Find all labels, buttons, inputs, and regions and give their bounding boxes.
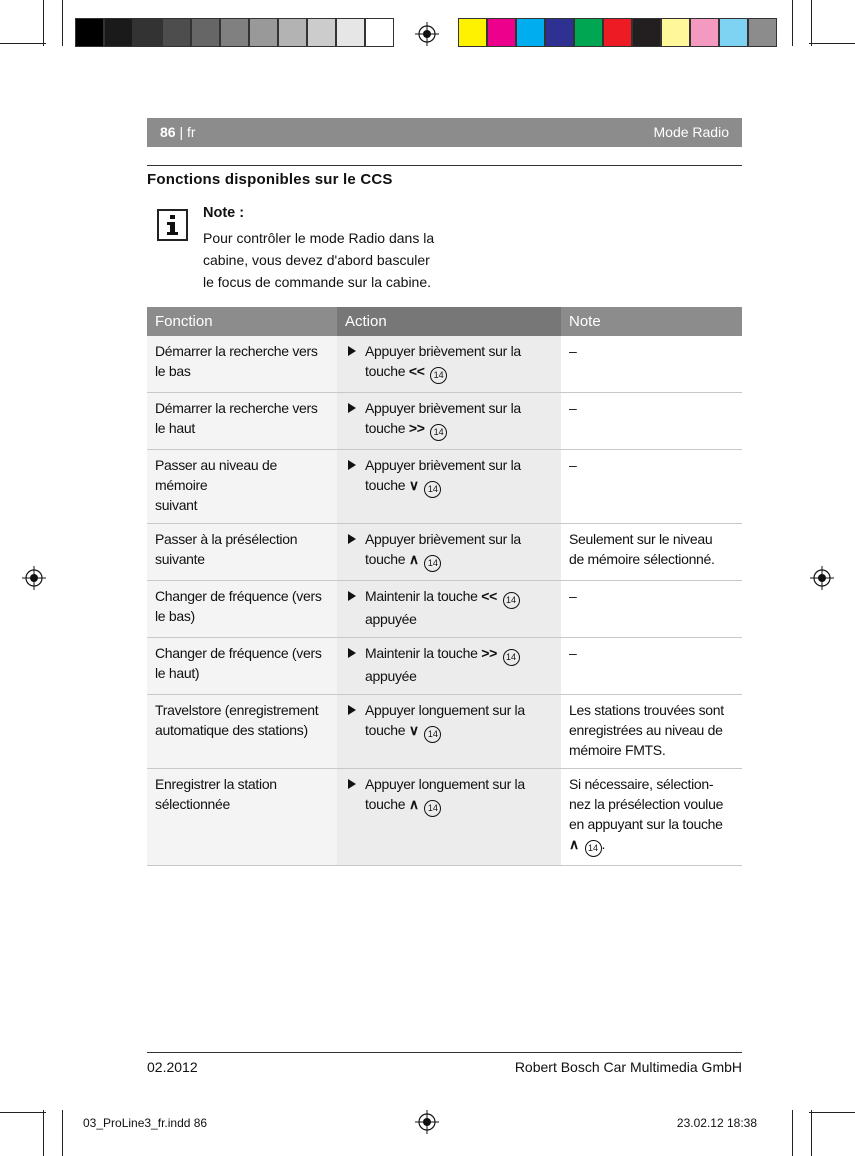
- page-header: [147, 118, 742, 147]
- function-line: le haut): [155, 665, 200, 681]
- function-cell: [147, 393, 337, 450]
- function-line: Passer au niveau de mémoire: [155, 457, 277, 493]
- function-cell: [147, 336, 337, 393]
- action-key-line: Maintenir la touche >> 14: [365, 643, 553, 666]
- action-line: appuyée: [365, 668, 417, 684]
- color-swatch: [690, 18, 719, 47]
- slug-timestamp: 23.02.12 18:38: [676, 1116, 757, 1130]
- action-key-line: touche ∧ 14: [365, 794, 553, 817]
- action-line: Appuyer longuement sur la: [365, 702, 525, 718]
- table-row: [147, 581, 742, 638]
- divider: [147, 165, 742, 166]
- note-line: –: [569, 588, 577, 604]
- action-key-line: touche >> 14: [365, 418, 553, 441]
- function-line: le bas: [155, 363, 191, 379]
- bullet-arrow-icon: [348, 648, 356, 658]
- function-cell: [147, 769, 337, 866]
- color-swatch: [603, 18, 632, 47]
- gray-swatch: [191, 18, 220, 47]
- function-line: Travelstore (enregistrement: [155, 702, 319, 718]
- crop-mark: [62, 0, 63, 46]
- color-swatch: [458, 18, 487, 47]
- color-swatch: [748, 18, 777, 47]
- key-symbol: ∧: [408, 551, 419, 567]
- note-line: –: [569, 343, 577, 359]
- function-line: Passer à la présélection: [155, 531, 298, 547]
- table-row: [147, 769, 742, 866]
- color-swatch: [516, 18, 545, 47]
- bullet-arrow-icon: [348, 779, 356, 789]
- function-line: suivante: [155, 551, 205, 567]
- key-symbol: >>: [481, 645, 497, 661]
- gray-swatch: [220, 18, 249, 47]
- functions-table: [147, 307, 742, 866]
- function-line: Démarrer la recherche vers: [155, 343, 318, 359]
- gray-swatch: [365, 18, 394, 47]
- function-line: Démarrer la recherche vers: [155, 400, 318, 416]
- action-line: appuyée: [365, 611, 417, 627]
- note-line: Seulement sur le niveau: [569, 531, 713, 547]
- reference-number: 14: [424, 555, 441, 572]
- table-header-row: [147, 307, 742, 336]
- column-header-note: Note: [561, 307, 742, 336]
- color-swatch: [545, 18, 574, 47]
- note-line: Si nécessaire, sélection-: [569, 776, 714, 792]
- bullet-arrow-icon: [348, 460, 356, 470]
- registration-mark-icon: [415, 1110, 439, 1134]
- note-cell: [561, 524, 742, 581]
- key-symbol: ∨: [408, 477, 419, 493]
- note-line: enregistrées au niveau de: [569, 722, 723, 738]
- action-line: Appuyer brièvement sur la: [365, 531, 521, 547]
- column-header-fonction: Fonction: [147, 307, 337, 336]
- action-cell: [337, 581, 561, 638]
- note-line: –: [569, 457, 577, 473]
- gray-swatch: [133, 18, 162, 47]
- footer-date: 02.2012: [147, 1059, 198, 1075]
- registration-mark-icon: [810, 566, 834, 590]
- note-body: Pour contrôler le mode Radio dans la cabine, vous devez d'abord basculer le focus de commande sur la cabine.: [203, 230, 435, 290]
- action-line: Appuyer longuement sur la: [365, 776, 525, 792]
- reference-number: 14: [585, 840, 602, 857]
- reference-number: 14: [424, 800, 441, 817]
- registration-mark-icon: [22, 566, 46, 590]
- note-cell: [561, 769, 742, 866]
- action-cell: [337, 336, 561, 393]
- action-key-line: touche ∧ 14: [365, 549, 553, 572]
- crop-mark: [0, 43, 46, 44]
- gray-swatch: [336, 18, 365, 47]
- key-symbol: ∧: [408, 796, 419, 812]
- note-key-line: ∧ 14 .: [569, 834, 734, 857]
- reference-number: 14: [424, 481, 441, 498]
- reference-number: 14: [424, 726, 441, 743]
- info-icon: [157, 209, 188, 241]
- note-cell: [561, 336, 742, 393]
- crop-mark: [811, 0, 812, 46]
- action-line: Appuyer brièvement sur la: [365, 400, 521, 416]
- crop-mark: [43, 1110, 44, 1156]
- color-swatch: [661, 18, 690, 47]
- bullet-arrow-icon: [348, 403, 356, 413]
- action-key-line: touche ∨ 14: [365, 475, 553, 498]
- crop-mark: [0, 1112, 46, 1113]
- action-cell: [337, 695, 561, 769]
- color-swatch: [487, 18, 516, 47]
- function-line: automatique des stations): [155, 722, 308, 738]
- gray-swatch: [75, 18, 104, 47]
- gray-swatch: [162, 18, 191, 47]
- note-cell: [561, 450, 742, 524]
- table-row: [147, 450, 742, 524]
- table-row: [147, 336, 742, 393]
- function-cell: [147, 581, 337, 638]
- action-cell: [337, 638, 561, 695]
- section-title: Mode Radio: [653, 124, 729, 140]
- page-title: Fonctions disponibles sur le CCS: [147, 171, 393, 188]
- color-swatch: [574, 18, 603, 47]
- function-line: Changer de fréquence (vers: [155, 645, 322, 661]
- table-row: [147, 638, 742, 695]
- gray-swatch: [104, 18, 133, 47]
- function-line: suivant: [155, 497, 198, 513]
- column-header-action: Action: [337, 307, 561, 336]
- note-cell: [561, 638, 742, 695]
- note-cell: [561, 581, 742, 638]
- footer-divider: [147, 1052, 742, 1053]
- note-line: mémoire FMTS.: [569, 742, 666, 758]
- action-line: Appuyer brièvement sur la: [365, 343, 521, 359]
- action-key-line: Maintenir la touche << 14: [365, 586, 553, 609]
- table-row: [147, 524, 742, 581]
- bullet-arrow-icon: [348, 346, 356, 356]
- note-cell: [561, 695, 742, 769]
- bullet-arrow-icon: [348, 534, 356, 544]
- note-heading: Note :: [203, 205, 245, 221]
- key-symbol: <<: [481, 588, 497, 604]
- action-key-line: touche ∨ 14: [365, 720, 553, 743]
- action-key-line: touche << 14: [365, 361, 553, 384]
- table-row: [147, 393, 742, 450]
- function-cell: [147, 450, 337, 524]
- function-cell: [147, 695, 337, 769]
- crop-mark: [43, 0, 44, 46]
- reference-number: 14: [503, 649, 520, 666]
- note-line: en appuyant sur la touche: [569, 816, 723, 832]
- action-line: Appuyer brièvement sur la: [365, 457, 521, 473]
- crop-mark: [811, 1110, 812, 1156]
- action-cell: [337, 393, 561, 450]
- note-line: de mémoire sélectionné.: [569, 551, 715, 567]
- crop-mark: [62, 1110, 63, 1156]
- note-line: –: [569, 400, 577, 416]
- key-symbol: ∨: [408, 722, 419, 738]
- function-cell: [147, 638, 337, 695]
- gray-swatch: [307, 18, 336, 47]
- gray-swatch: [278, 18, 307, 47]
- key-symbol: ∧: [569, 836, 579, 852]
- function-line: le bas): [155, 608, 195, 624]
- key-symbol: <<: [408, 363, 425, 379]
- slug-filename: 03_ProLine3_fr.indd 86: [83, 1116, 208, 1130]
- crop-mark: [809, 1112, 855, 1113]
- crop-mark: [809, 43, 855, 44]
- function-line: Enregistrer la station: [155, 776, 277, 792]
- action-cell: [337, 769, 561, 866]
- registration-mark-icon: [415, 22, 439, 46]
- function-cell: [147, 524, 337, 581]
- function-line: le haut: [155, 420, 195, 436]
- table-row: [147, 695, 742, 769]
- reference-number: 14: [430, 367, 447, 384]
- bullet-arrow-icon: [348, 591, 356, 601]
- function-line: sélectionnée: [155, 796, 231, 812]
- color-swatch: [632, 18, 661, 47]
- key-symbol: >>: [408, 420, 425, 436]
- footer-company: Robert Bosch Car Multimedia GmbH: [514, 1059, 742, 1075]
- crop-mark: [792, 1110, 793, 1156]
- note-line: nez la présélection voulue: [569, 796, 724, 812]
- note-line: Les stations trouvées sont: [569, 702, 724, 718]
- action-cell: [337, 524, 561, 581]
- function-line: Changer de fréquence (vers: [155, 588, 322, 604]
- page-number: 86 | fr: [160, 124, 196, 140]
- bullet-arrow-icon: [348, 705, 356, 715]
- reference-number: 14: [503, 592, 520, 609]
- note-cell: [561, 393, 742, 450]
- crop-mark: [792, 0, 793, 46]
- note-line: –: [569, 645, 577, 661]
- action-cell: [337, 450, 561, 524]
- color-swatch: [719, 18, 748, 47]
- reference-number: 14: [430, 424, 447, 441]
- gray-swatch: [249, 18, 278, 47]
